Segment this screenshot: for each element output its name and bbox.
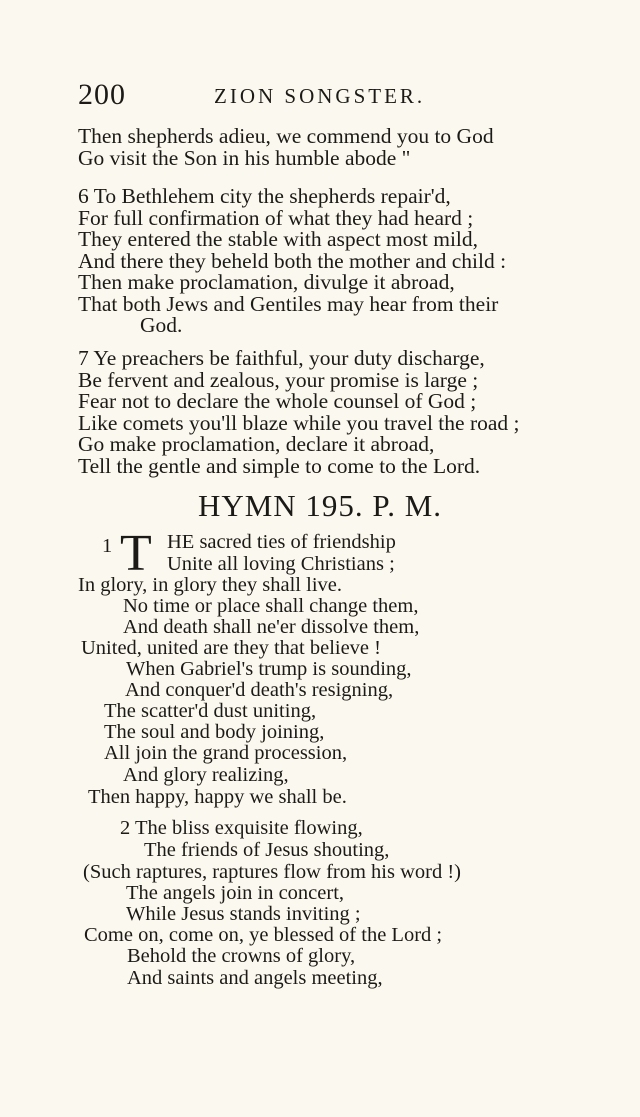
verse-line: Be fervent and zealous, your promise is large ; xyxy=(78,367,479,392)
verse-line: The scatter'd dust uniting, xyxy=(104,700,317,722)
verse-line: Fear not to declare the whole counsel of God ; xyxy=(78,389,477,413)
verse-line: They entered the stable with aspect most mild, xyxy=(78,227,479,251)
verse-line: The soul and body joining, xyxy=(104,721,325,743)
verse-line: That both Jews and Gentiles may hear from their xyxy=(78,291,499,316)
verse-line: And conquer'd death's resigning, xyxy=(125,679,394,701)
verse-line: United, united are they that believe ! xyxy=(81,637,381,659)
verse-line: God. xyxy=(140,313,183,337)
verse-line: Behold the crowns of glory, xyxy=(127,945,356,967)
verse-line: Go visit the Son in his humble abode " xyxy=(78,145,411,170)
verse-line: For full confirmation of what they had heard ; xyxy=(78,205,474,230)
verse-line: Then happy, happy we shall be. xyxy=(88,786,347,808)
verse-line: While Jesus stands inviting ; xyxy=(126,903,361,925)
verse-line: 2 The bliss exquisite flowing, xyxy=(120,817,363,839)
verse-line: 6 To Bethlehem city the shepherds repair'd, xyxy=(78,184,451,208)
running-title: ZION SONGSTER. xyxy=(214,84,426,108)
verse-line: Come on, come on, ye blessed of the Lord ; xyxy=(84,924,443,946)
verse-line: Tell the gentle and simple to come to the Lord. xyxy=(78,453,481,478)
verse-line: (Such raptures, raptures flow from his word !) xyxy=(83,861,462,883)
verse-line: Go make proclamation, declare it abroad, xyxy=(78,432,435,456)
verse-line: The friends of Jesus shouting, xyxy=(144,839,390,861)
verse-line: All join the grand procession, xyxy=(104,742,348,764)
verse-line: HE sacred ties of friendship xyxy=(167,531,396,553)
verse-number: 1 xyxy=(102,535,113,557)
page-header xyxy=(78,78,458,114)
stanza-ending xyxy=(78,126,494,169)
verse-line: And death shall ne'er dissolve them, xyxy=(123,616,420,638)
verse-line: And glory realizing, xyxy=(123,764,289,786)
verse-line: No time or place shall change them, xyxy=(123,595,419,617)
verse-line: 7 Ye preachers be faithful, your duty discharge, xyxy=(78,346,485,370)
stanza-7 xyxy=(78,348,520,477)
stanza-6 xyxy=(78,186,506,337)
verse-line: When Gabriel's trump is sounding, xyxy=(126,658,412,680)
verse-line: And there they beheld both the mother and child : xyxy=(78,248,507,273)
verse-line: Then shepherds adieu, we commend you to God xyxy=(78,124,494,148)
verse-line: Like comets you'll blaze while you travel the road ; xyxy=(78,410,520,435)
page-number: 200 xyxy=(78,78,126,111)
verse-line: And saints and angels meeting, xyxy=(127,967,383,989)
hymn-title: HYMN 195. P. M. xyxy=(197,488,443,523)
verse-line: The angels join in concert, xyxy=(126,882,345,904)
verse-line: In glory, in glory they shall live. xyxy=(78,574,342,596)
verse-line: Then make proclamation, divulge it abroad, xyxy=(78,270,455,294)
drop-cap: T xyxy=(120,525,152,582)
verse-line: Unite all loving Christians ; xyxy=(167,553,395,575)
